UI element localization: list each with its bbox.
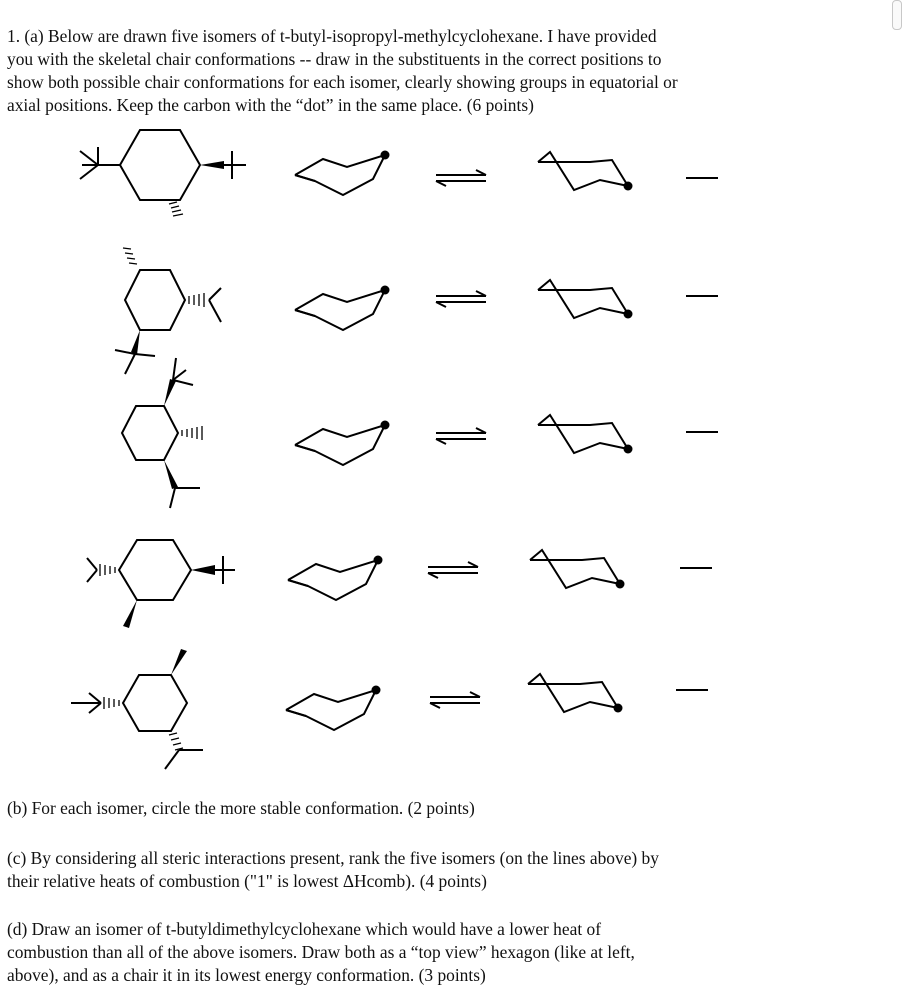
- isomer-5-row: [71, 649, 708, 769]
- question-a-line-1: 1. (a) Below are drawn five isomers of t-butyl-isopropyl-methylcyclohexane. I have provided: [7, 26, 657, 46]
- question-a-line-4: axial positions. Keep the carbon with the “dot” in the same place. (6 points): [7, 95, 534, 115]
- isomer-1-chair-1: [295, 151, 390, 196]
- question-d-text: [7, 918, 867, 987]
- question-a-line-3: show both possible chair conformations for each isomer, clearly showing groups in equatorial or: [7, 72, 678, 92]
- isomer-4-equilibrium-arrows: [428, 562, 478, 578]
- isomer-5-hexagon: [71, 649, 203, 769]
- question-c-line-2: their relative heats of combustion ("1" is lowest ΔHcomb). (4 points): [7, 871, 487, 891]
- isomer-5-chair-2: [528, 674, 623, 713]
- isomer-5-equilibrium-arrows: [430, 692, 480, 708]
- isomer-2-chair-1: [295, 286, 390, 331]
- isomer-4-row: [87, 540, 712, 628]
- question-c-text: [7, 847, 867, 893]
- isomer-1-chair-2: [538, 152, 633, 191]
- isomer-3-hexagon: [122, 358, 202, 508]
- isomer-4-hexagon: [87, 540, 235, 628]
- isomer-2-equilibrium-arrows: [436, 291, 486, 307]
- question-c-line-1: (c) By considering all steric interactions present, rank the five isomers (on the lines above) by: [7, 848, 659, 868]
- question-d-line-3: above), and as a chair it in its lowest energy conformation. (3 points): [7, 965, 486, 985]
- isomer-2-row: [115, 248, 718, 374]
- isomer-5-chair-1: [286, 686, 381, 731]
- question-d-line-2: combustion than all of the above isomers. Draw both as a “top view” hexagon (like at left,: [7, 942, 635, 962]
- isomer-4-chair-2: [530, 550, 625, 589]
- question-d-line-1: (d) Draw an isomer of t-butyldimethylcyclohexane which would have a lower heat of: [7, 919, 601, 939]
- isomer-2-hexagon: [115, 248, 221, 374]
- isomer-1-hexagon: [80, 130, 246, 216]
- isomer-3-row: [122, 358, 718, 508]
- isomer-4-chair-1: [288, 556, 383, 601]
- question-a-line-2: you with the skeletal chair conformations -- draw in the substituents in the correct positions to: [7, 49, 662, 69]
- isomer-3-chair-2: [538, 415, 633, 454]
- isomer-3-chair-1: [295, 421, 390, 466]
- question-b-text: (b) For each isomer, circle the more stable conformation. (2 points): [7, 798, 475, 818]
- isomer-1-row: [80, 130, 718, 216]
- isomer-3-equilibrium-arrows: [436, 428, 486, 444]
- isomer-2-chair-2: [538, 280, 633, 319]
- isomer-1-equilibrium-arrows: [436, 170, 486, 186]
